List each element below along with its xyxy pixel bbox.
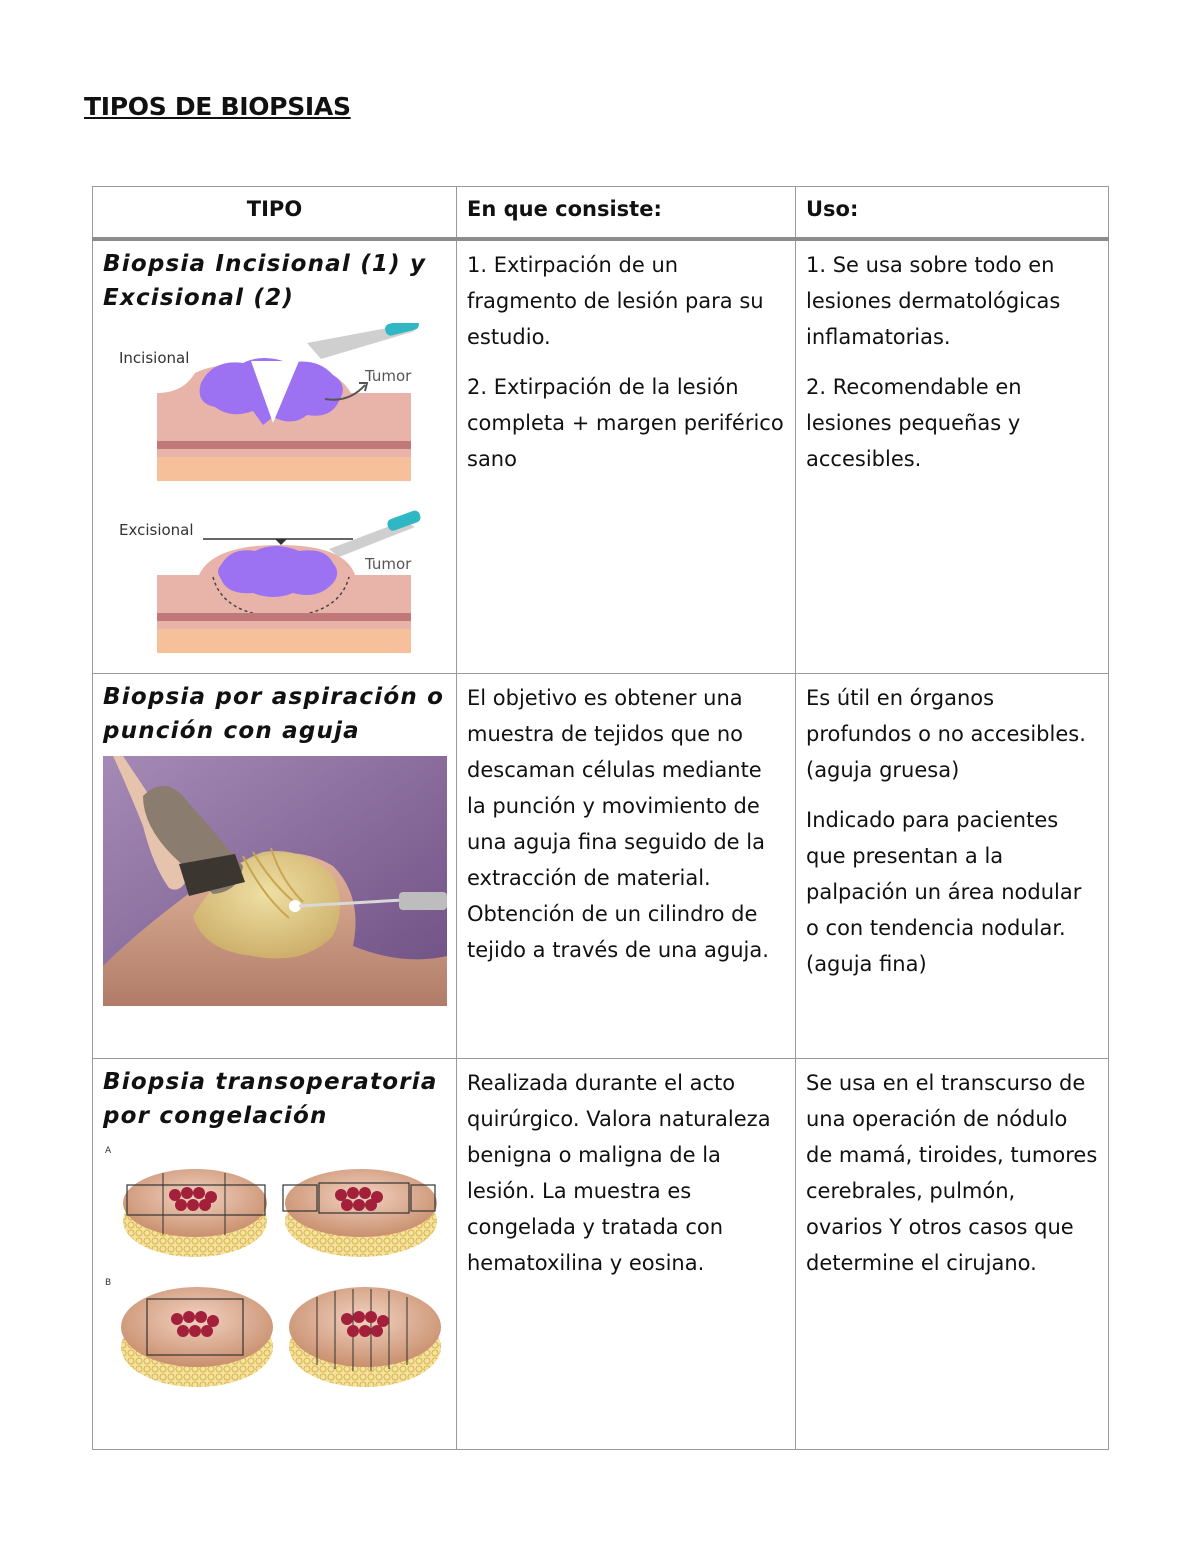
incisional-label: Incisional (119, 349, 190, 367)
consiste-text-2: 2. Extirpación de la lesión completa + margen periférico sano (467, 375, 784, 471)
table-row (93, 674, 1109, 1059)
label-b: B (105, 1278, 112, 1288)
table-row (93, 239, 1109, 674)
consiste-cell (457, 239, 796, 674)
incisional-diagram (119, 323, 420, 481)
header-uso: Uso: (796, 187, 1109, 240)
specimen-b1 (121, 1287, 273, 1387)
uso-cell (796, 239, 1109, 674)
page-title: TIPOS DE BIOPSIAS (84, 92, 351, 121)
uso-text-2: 2. Recomendable en lesiones pequeñas y accesibles. (806, 375, 1022, 471)
tumor-label-1: Tumor (365, 367, 412, 385)
row-title: Biopsia Incisional (1) y Excisional (2) (103, 251, 427, 311)
table-header-row (93, 187, 1109, 240)
incisional-excisional-figure (103, 323, 423, 653)
specimen-a1 (123, 1169, 267, 1257)
needle-aspiration-figure (103, 756, 447, 1006)
label-a: A (105, 1146, 112, 1156)
tipo-cell (93, 239, 457, 674)
row-title: Biopsia por aspiración o punción con aguja (103, 684, 445, 744)
consiste-cell (457, 1059, 796, 1450)
uso-cell (796, 674, 1109, 1059)
uso-text-1: 1. Se usa sobre todo en lesiones dermatológicas inflamatorias. (806, 253, 1061, 349)
uso-cell (796, 1059, 1109, 1450)
specimen-b2 (289, 1287, 441, 1387)
specimen-a2 (283, 1169, 437, 1257)
uso-text-2: Indicado para pacientes que presentan a la palpación un área nodular o con tendencia nodular. (aguja fina) (806, 808, 1082, 976)
header-tipo: TIPO (93, 187, 457, 240)
tipo-cell (93, 1059, 457, 1450)
uso-text-1: Es útil en órganos profundos o no accesibles. (aguja gruesa) (806, 686, 1086, 782)
tumor-label-2: Tumor (365, 555, 412, 573)
biopsy-types-table (92, 186, 1109, 1450)
excisional-diagram (119, 509, 422, 653)
consiste-text: El objetivo es obtener una muestra de tejidos que no descaman células mediante la punción y movimiento de una aguja fina seguido de la extracción de material. Obtención de un cilindro de tejido a través de una aguja. (467, 686, 769, 962)
frozen-section-figure (103, 1141, 447, 1401)
uso-text: Se usa en el transcurso de una operación de nódulo de mamá, tiroides, tumores cerebrales, pulmón, ovarios Y otros casos que determine el cirujano. (806, 1071, 1098, 1275)
header-consiste: En que consiste: (457, 187, 796, 240)
consiste-text-1: 1. Extirpación de un fragmento de lesión para su estudio. (467, 253, 764, 349)
excisional-label: Excisional (119, 521, 194, 539)
row-title: Biopsia transoperatoria por congelación (103, 1069, 438, 1129)
consiste-cell (457, 674, 796, 1059)
table-row (93, 1059, 1109, 1450)
consiste-text: Realizada durante el acto quirúrgico. Valora naturaleza benigna o maligna de la lesión. La muestra es congelada y tratada con hematoxilina y eosina. (467, 1071, 771, 1275)
tipo-cell (93, 674, 457, 1059)
